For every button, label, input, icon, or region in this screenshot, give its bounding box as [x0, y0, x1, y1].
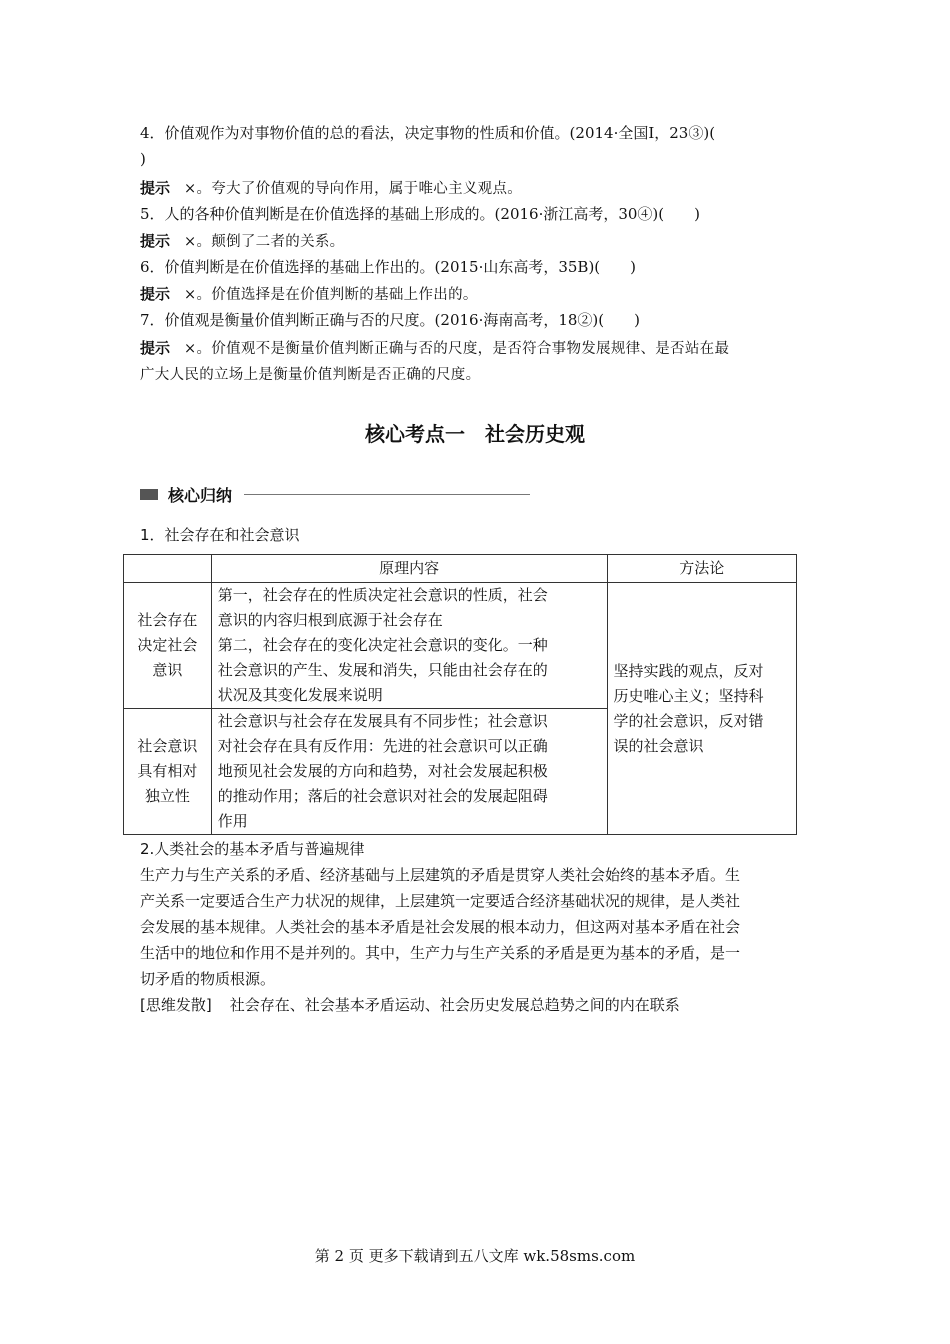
- row-label-line: 社会意识: [137, 737, 198, 755]
- table-header-row: [124, 555, 797, 583]
- method-line: 误的社会意识: [613, 736, 704, 755]
- section-header-label: 核心归纳: [168, 485, 233, 505]
- question-4-continued: ): [140, 150, 146, 168]
- content-line: 第二，社会存在的变化决定社会意识的变化。一种: [217, 636, 548, 654]
- method-line: 历史唯心主义；坚持科: [613, 686, 764, 705]
- content-line: 社会意识的产生、发展和消失，只能由社会存在的: [217, 661, 548, 679]
- hint-7: [140, 335, 820, 362]
- thinking-note: [140, 992, 820, 1018]
- question-4: 4．价值观作为对事物价值的总的看法，决定事物的性质和价值。(2014·全国Ⅰ，23③)(: [140, 124, 716, 142]
- header-method: 方法论: [607, 555, 796, 583]
- row-label-line: 意识: [152, 661, 183, 679]
- question-6: 6．价值判断是在价值选择的基础上作出的。(2015·山东高考，35B)( ): [140, 258, 637, 276]
- section-header: [140, 482, 530, 506]
- method-line: 坚持实践的观点，反对: [613, 661, 764, 680]
- row-label-line: 具有相对: [137, 762, 198, 780]
- row-label: [124, 583, 212, 709]
- content-line: 的推动作用；落后的社会意识对社会的发展起阻碍: [217, 787, 548, 805]
- principle-table: [123, 554, 797, 835]
- paragraph-line: 生活中的地位和作用不是并列的。其中，生产力与生产关系的矛盾是更为基本的矛盾，是一: [140, 944, 741, 962]
- table-row: [124, 583, 797, 709]
- divider: [244, 494, 530, 495]
- thinking-label: [思维发散]: [140, 996, 212, 1014]
- page-footer: 第 2 页 更多下载请到五八文库 wk.58sms.com: [314, 1247, 636, 1265]
- section-title: 核心考点一 社会历史观: [365, 422, 585, 446]
- row-content: [211, 709, 607, 835]
- square-bullet-icon: [140, 489, 158, 500]
- point-1-title: 1．社会存在和社会意识: [140, 526, 300, 544]
- hint-text: 广大人民的立场上是衡量价值判断是否正确的尺度。: [140, 367, 481, 383]
- thinking-text: 社会存在、社会基本矛盾运动、社会历史发展总趋势之间的内在联系: [229, 996, 680, 1014]
- method-line: 学的社会意识，反对错: [613, 711, 764, 730]
- question-7: 7．价值观是衡量价值判断正确与否的尺度。(2016·海南高考，18②)( ): [140, 311, 640, 329]
- hint-6: [140, 281, 820, 308]
- method-cell: [607, 583, 796, 835]
- hint-text: ×。夸大了价值观的导向作用，属于唯心主义观点。: [184, 181, 523, 197]
- paragraph-line: 切矛盾的物质根源。: [140, 970, 276, 988]
- hint-4: [140, 175, 820, 202]
- hint-label: 提示: [140, 232, 171, 250]
- content-line: 作用: [217, 812, 248, 830]
- row-label: [124, 709, 212, 835]
- hint-label: 提示: [140, 179, 171, 197]
- content-line: 第一，社会存在的性质决定社会意识的性质，社会: [217, 586, 548, 604]
- hint-text: ×。价值观不是衡量价值判断正确与否的尺度，是否符合事物发展规律、是否站在最: [184, 341, 730, 357]
- row-label-line: 决定社会: [137, 636, 198, 654]
- content-line: 状况及其变化发展来说明: [217, 686, 383, 704]
- row-label-line: 独立性: [144, 787, 190, 805]
- hint-text: ×。颠倒了二者的关系。: [184, 234, 345, 250]
- hint-5: [140, 228, 820, 255]
- content-line: 社会意识与社会存在发展具有不同步性；社会意识: [217, 712, 548, 730]
- hint-label: 提示: [140, 339, 171, 357]
- content-line: 意识的内容归根到底源于社会存在: [217, 611, 443, 629]
- paragraph-line: 会发展的基本规律。人类社会的基本矛盾是社会发展的根本动力，但这两对基本矛盾在社会: [140, 918, 741, 936]
- paragraph-line: 生产力与生产关系的矛盾、经济基础与上层建筑的矛盾是贯穿人类社会始终的基本矛盾。生: [140, 866, 741, 884]
- hint-7-continued: [140, 361, 820, 388]
- header-empty: [124, 555, 212, 583]
- hint-text: ×。价值选择是在价值判断的基础上作出的。: [184, 287, 478, 303]
- hint-label: 提示: [140, 285, 171, 303]
- point-2-title: 2.人类社会的基本矛盾与普遍规律: [140, 840, 365, 858]
- paragraph-line: 产关系一定要适合生产力状况的规律，上层建筑一定要适合经济基础状况的规律，是人类社: [140, 892, 741, 910]
- row-content: [211, 583, 607, 709]
- header-principle: 原理内容: [211, 555, 607, 583]
- content-line: 地预见社会发展的方向和趋势，对社会发展起积极: [217, 762, 548, 780]
- question-5: 5．人的各种价值判断是在价值选择的基础上形成的。(2016·浙江高考，30④)( ): [140, 205, 700, 223]
- content-line: 对社会存在具有反作用：先进的社会意识可以正确: [217, 737, 548, 755]
- row-label-line: 社会存在: [137, 611, 198, 629]
